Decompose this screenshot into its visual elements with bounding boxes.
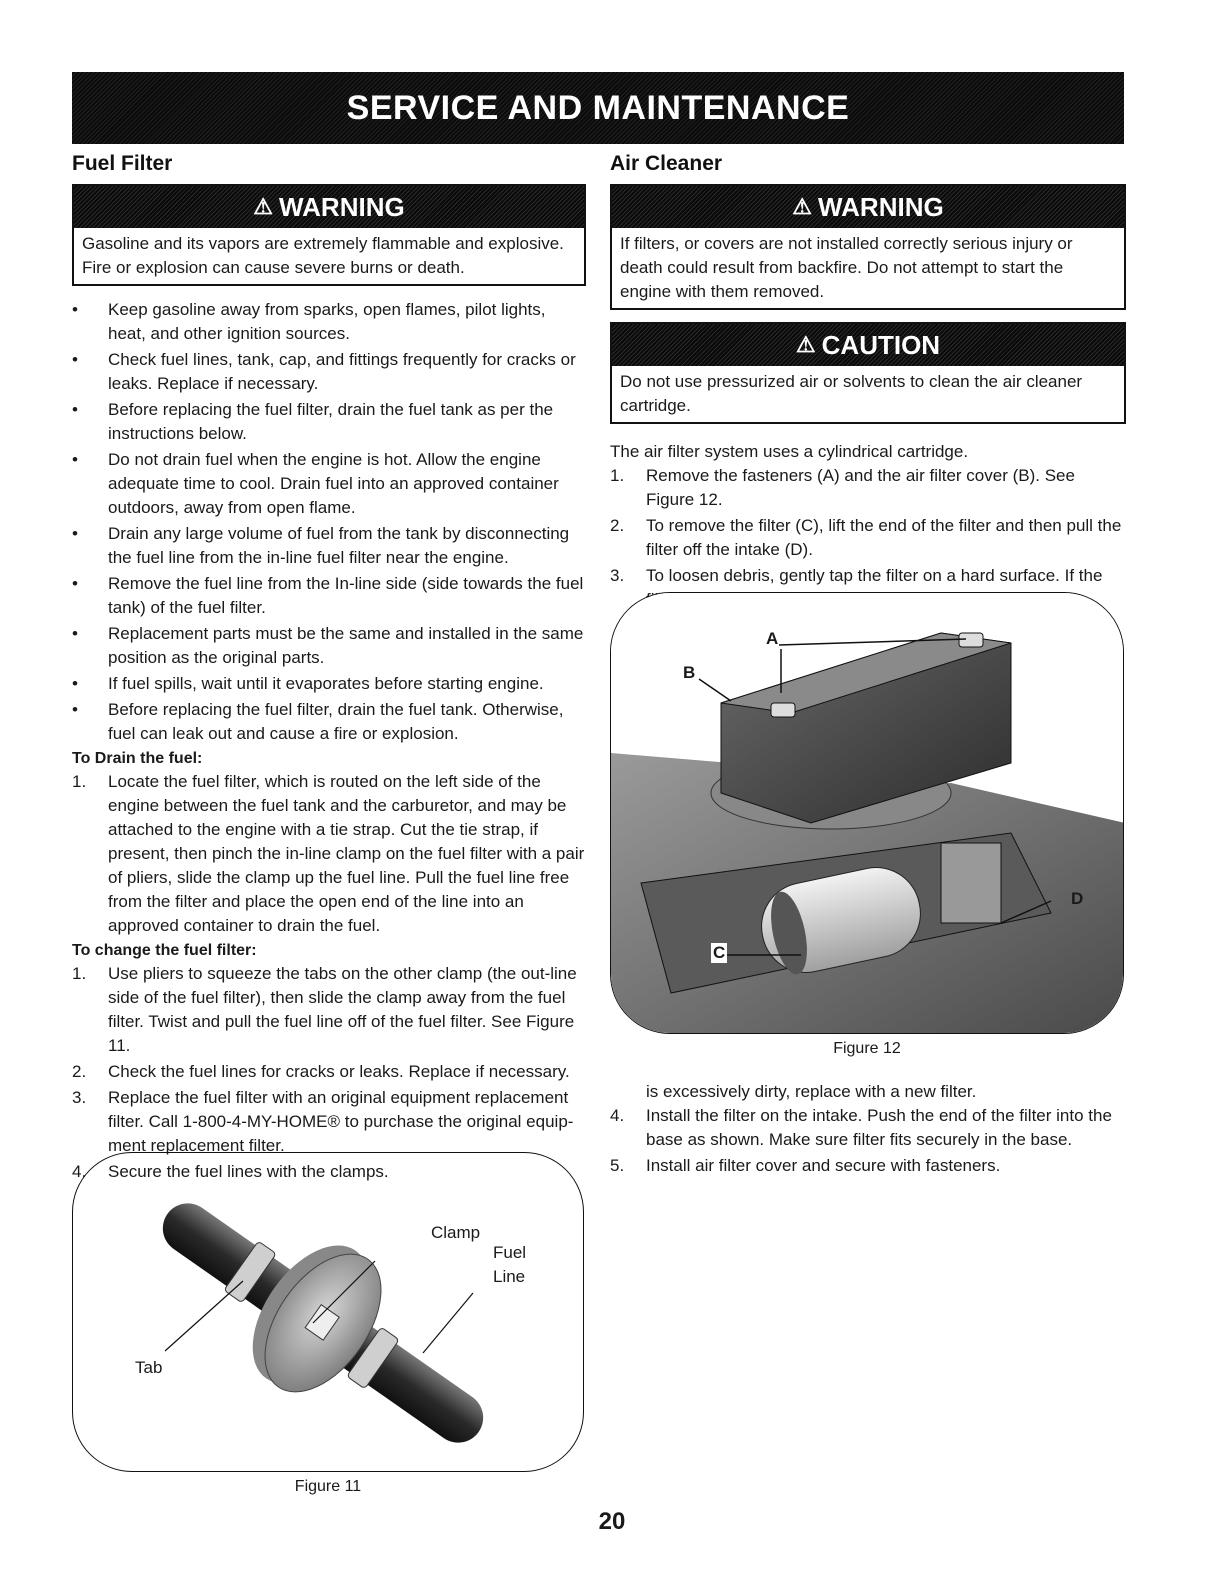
fuel-filter-illustration	[73, 1153, 584, 1471]
air-cleaner-heading: Air Cleaner	[610, 152, 723, 175]
list-item: 1. Use pliers to squeeze the tabs on the other clamp (the out-line side of the fuel filter), then slide the clamp away from the fuel filter. Twist and pull the fuel line off of the fuel filter. See Figure 11.	[72, 964, 577, 1055]
figure-11	[72, 1152, 584, 1496]
line-label: Line	[493, 1267, 526, 1286]
air-caution-box	[610, 322, 1126, 424]
list-item: • Remove the fuel line from the In-line side (side towards the fuel tank) of the fuel filter.	[72, 572, 586, 620]
air-steps-before	[610, 464, 1126, 612]
list-item: • Replacement parts must be the same and installed in the same position as the original parts.	[72, 622, 586, 670]
air-warning-box	[610, 184, 1126, 310]
page-banner	[72, 72, 1124, 144]
caution-header	[612, 324, 1124, 366]
label-d: D	[1071, 889, 1084, 908]
air-cleaner-section	[610, 152, 1126, 614]
continued-text: is excessively dirty, replace with a new filter.	[646, 1082, 977, 1101]
figure-12	[610, 592, 1124, 1058]
list-item: • Keep gasoline away from sparks, open flames, pilot lights, heat, and other ignition sources.	[72, 298, 586, 346]
list-item: 1. Locate the fuel filter, which is routed on the left side of the engine between the fuel tank and the carburetor, and may be attached to the engine with a tie strap. Cut the tie strap, if present, then pinch the in-line clamp on the fuel filter with a pair of pliers, slide the clamp up the fuel line. Pull the fuel line free from the filter and place the open end of the line into an approved container to drain the fuel.	[72, 772, 585, 935]
figure-11-frame	[72, 1152, 584, 1472]
change-steps	[72, 962, 586, 1184]
warning-label: WARNING	[279, 191, 405, 222]
drain-steps	[72, 770, 586, 938]
list-item: 4. Secure the fuel lines with the clamps.	[72, 1162, 389, 1181]
list-item: 4. Install the filter on the intake. Push the end of the filter into the base as shown. Make sure filter fits securely in the base.	[610, 1106, 1112, 1149]
list-item: • Do not drain fuel when the engine is hot. Allow the engine adequate time to cool. Drain fuel into an approved container outdoors, away from open flame.	[72, 448, 586, 520]
list-item: • Before replacing the fuel filter, drain the fuel tank as per the instructions below.	[72, 398, 586, 446]
list-item: • Before replacing the fuel filter, drain the fuel tank. Otherwise, fuel can leak out and cause a fire or explosion.	[72, 698, 586, 746]
fuel-filter-heading: Fuel Filter	[72, 152, 173, 175]
warning-label: WARNING	[818, 191, 944, 222]
banner-title: SERVICE AND MAINTENANCE	[346, 88, 850, 127]
warning-text: Gasoline and its vapors are extremely flammable and explosive. Fire or explosion can cause severe burns or death.	[82, 234, 564, 277]
figure-11-caption: Figure 11	[294, 1478, 362, 1495]
list-item: 3. Replace the fuel filter with an original equipment replacement filter. Call 1-800-4-MY-HOME® to purchase the original equip-ment replacement filter.	[72, 1088, 574, 1155]
list-item: 3. To loosen debris, gently tap the filter on a hard surface. If the	[610, 566, 1103, 585]
label-b: B	[683, 663, 696, 682]
figure-12-frame	[610, 592, 1124, 1034]
change-filter-heading: To change the fuel filter:	[72, 942, 257, 959]
list-item: • If fuel spills, wait until it evaporates before starting engine.	[72, 672, 586, 696]
warning-triangle-icon: ⚠	[792, 194, 813, 219]
air-filter-intro: The air filter system uses a cylindrical cartridge.	[610, 442, 969, 461]
label-a: A	[766, 629, 779, 648]
warning-text: If filters, or covers are not installed correctly serious injury or death could result from backfire. Do not attempt to start the engine with them removed.	[620, 234, 1073, 301]
warning-header	[612, 186, 1124, 228]
list-item: • Drain any large volume of fuel from the tank by disconnecting the fuel line from the in-line fuel filter near the engine.	[72, 522, 586, 570]
air-cleaner-illustration	[611, 593, 1124, 1033]
fuel-safety-list	[72, 298, 586, 746]
figure-12-caption: Figure 12	[833, 1040, 901, 1057]
clamp-label: Clamp	[431, 1223, 481, 1242]
caution-label: CAUTION	[821, 329, 941, 360]
list-item: 2. Check the fuel lines for cracks or leaks. Replace if necessary.	[72, 1062, 570, 1081]
warning-triangle-icon: ⚠	[253, 194, 274, 219]
page-number: 20	[598, 1508, 626, 1535]
air-steps-continued	[610, 1080, 1126, 1180]
fuel-warning-box	[72, 184, 586, 286]
fuel-label: Fuel	[493, 1243, 527, 1262]
caution-text: Do not use pressurized air or solvents to clean the air cleaner cartridge.	[620, 372, 1083, 415]
list-item: • Check fuel lines, tank, cap, and fittings frequently for cracks or leaks. Replace if necessary.	[72, 348, 586, 396]
list-item: 2. To remove the filter (C), lift the end of the filter and then pull the filter off the intake (D).	[610, 516, 1122, 559]
air-steps-after	[610, 1104, 1126, 1178]
list-item: 5. Install air filter cover and secure with fasteners.	[610, 1156, 1001, 1175]
fuel-filter-section	[72, 152, 586, 1186]
list-item: 1. Remove the fasteners (A) and the air filter cover (B). See Figure 12.	[610, 466, 1075, 509]
caution-triangle-icon: ⚠	[795, 332, 816, 357]
drain-fuel-heading: To Drain the fuel:	[72, 750, 203, 767]
label-c: C	[713, 943, 726, 962]
warning-header	[74, 186, 584, 228]
tab-label: Tab	[135, 1358, 163, 1377]
